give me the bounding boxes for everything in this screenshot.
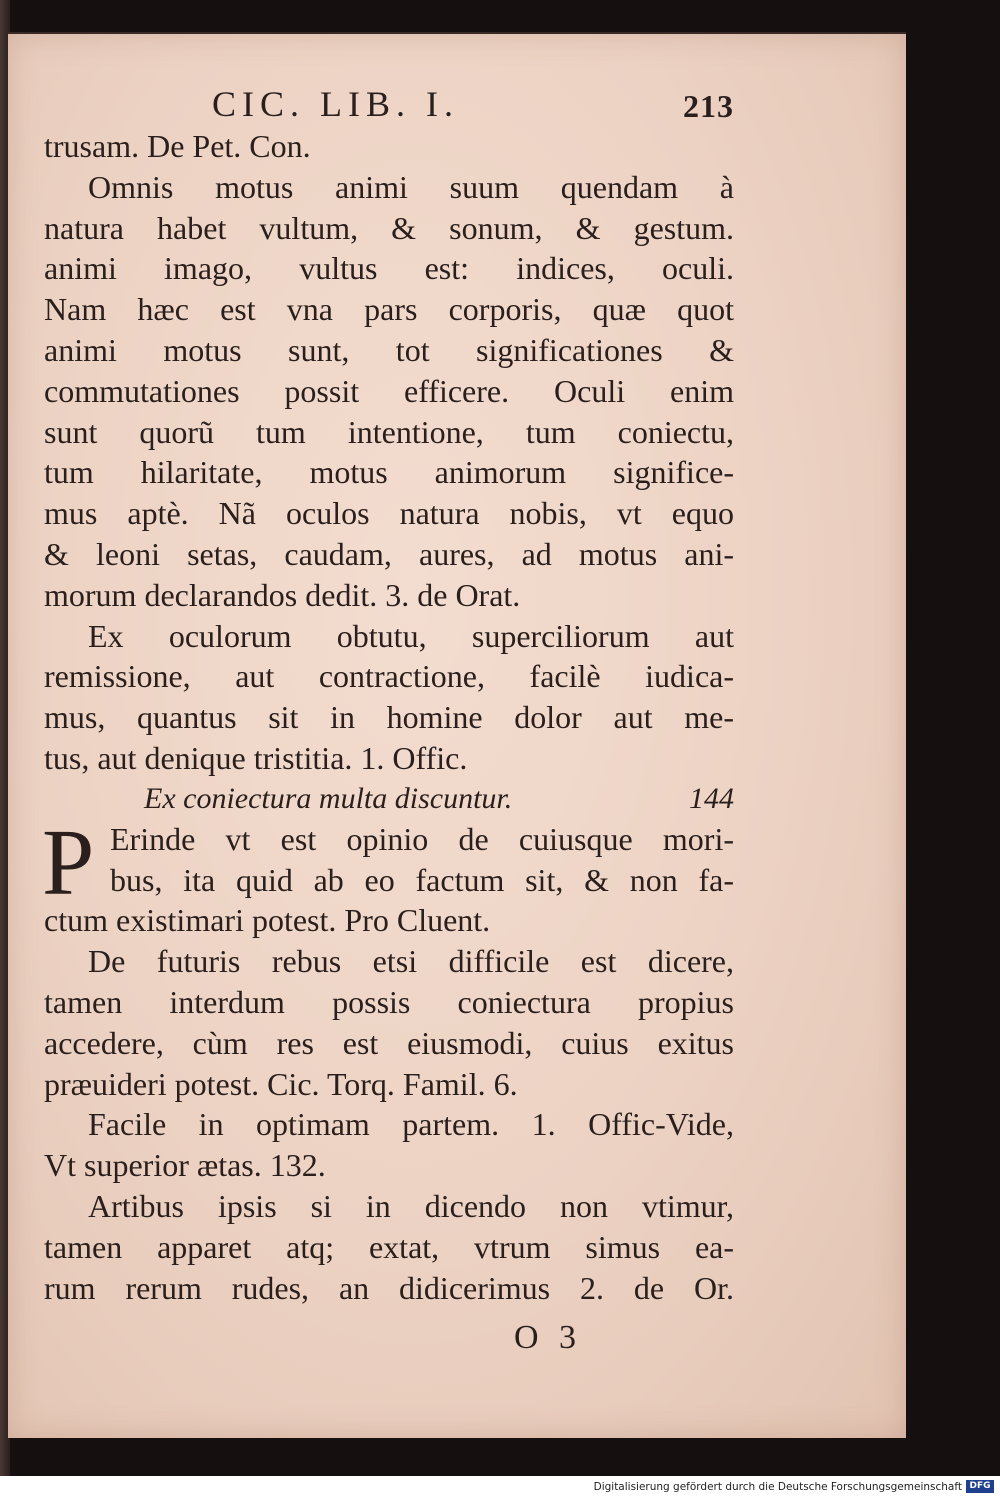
footer-bar [0,1476,1000,1498]
drop-cap: P [42,810,95,915]
text-line: animi imago, vultus est: indices, oculi. [44,250,734,287]
text-line: remissione, aut contractione, facilè iudica- [44,658,734,695]
text-line: & leoni setas, caudam, aures, ad motus ani- [44,535,734,572]
text-line: Nam hæc est vna pars corporis, quæ quot [44,291,734,328]
text-line: De futuris rebus etsi difficile est dicere, [88,943,734,980]
text-line: trusam. De Pet. Con. [44,128,311,164]
text-line: Ex oculorum obtutu, superciliorum aut [88,617,734,654]
text-line: tum hilaritate, motus animorum significe- [44,454,734,491]
paragraph-group-b [44,900,734,1308]
text-line: tamen apparet atq; extat, vtrum simus ea- [44,1228,734,1265]
book-page [8,32,906,1438]
text-line: præuideri potest. Cic. Torq. Famil. 6. [44,1065,518,1102]
dropcap-paragraph [42,810,734,915]
text-line: rum rerum rudes, an didicerimus 2. de Or. [44,1269,734,1306]
dfg-logo-icon: DFG [966,1480,994,1493]
text-line: animi motus sunt, tot significationes & [44,331,734,368]
section-number: 144 [689,781,734,815]
text-line: sunt quorũ tum intentione, tum coniectu, [44,413,734,450]
text-line: Artibus ipsis si in dicendo non vtimur, [88,1187,734,1224]
signature-text: O 3 [514,1319,583,1357]
text-line: accedere, cùm res est eiusmodi, cuius exitus [44,1024,734,1061]
section-heading-text: Ex coniectura multa discuntur. [144,781,513,815]
text-line: commutationes possit efficere. Oculi enim [44,372,734,409]
section-heading [44,779,734,819]
text-line: tamen interdum possis coniectura propius [44,983,734,1020]
text-line: bus, ita quid ab eo factum sit, & non fa- [110,861,734,898]
paragraph-group-a [44,126,734,779]
text-line: tus, aut denique tristitia. 1. Offic. [44,739,468,776]
text-line: mus aptè. Nã oculos natura nobis, vt equo [44,495,734,532]
text-line: Vt superior ætas. 132. [44,1147,326,1184]
page-number: 213 [683,88,734,124]
text-line: Omnis motus animi suum quendam à [88,168,734,205]
signature-mark [44,1316,734,1360]
text-line: morum declarandos dedit. 3. de Orat. [44,576,521,613]
running-title: CIC. LIB. I. [212,84,459,124]
text-line: ctum existimari potest. Pro Cluent. [44,902,491,939]
text-line: Facile in optimam partem. 1. Offic-Vide, [88,1106,734,1143]
running-head [44,82,734,126]
footer-credit: Digitalisierung gefördert durch die Deutsche Forschungsgemeinschaft [593,1481,962,1493]
text-line: mus, quantus sit in homine dolor aut me- [44,699,734,736]
text-line: natura habet vultum, & sonum, & gestum. [44,209,734,246]
page-text-block [44,82,734,1402]
text-line: Erinde vt est opinio de cuiusque mori- [110,820,734,857]
